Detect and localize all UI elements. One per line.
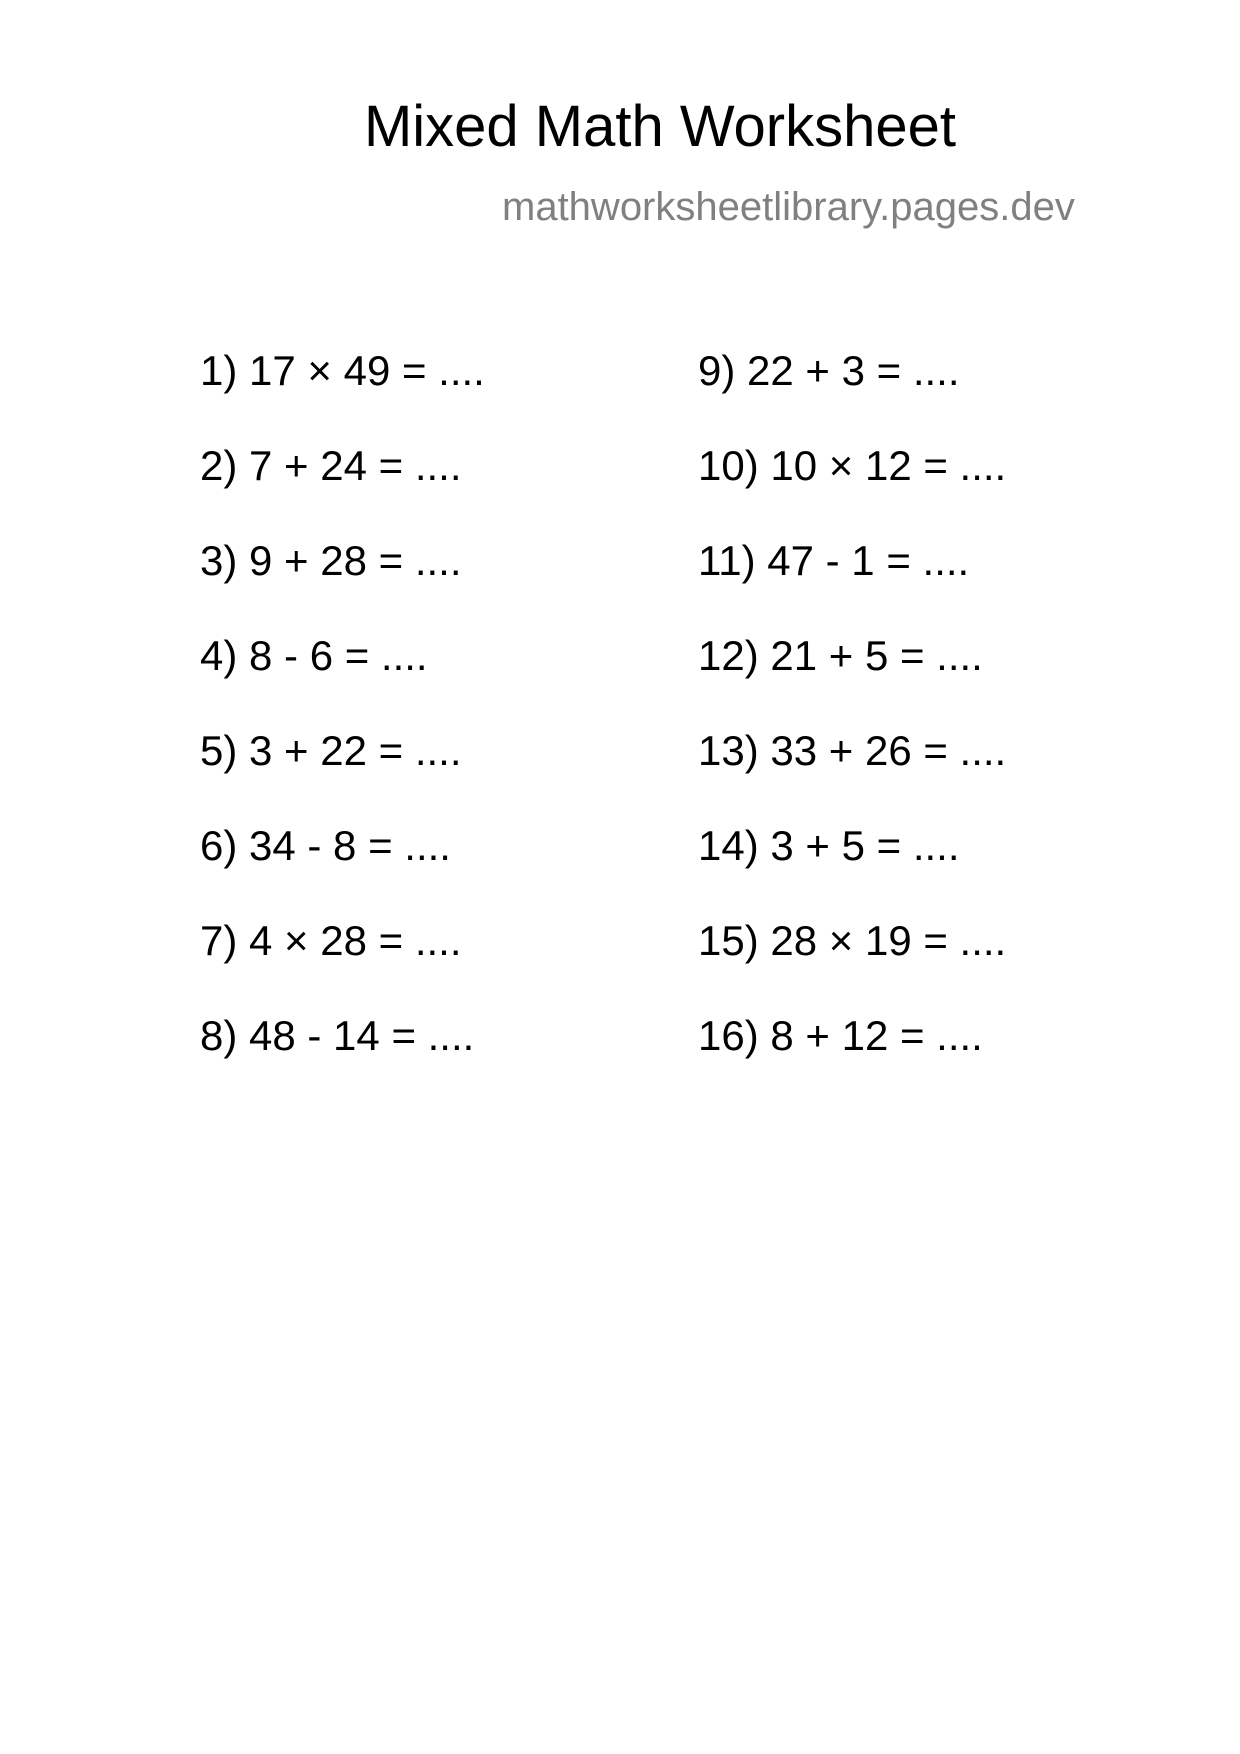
problem-8: 8) 48 - 14 = ....	[200, 1012, 475, 1059]
problem-12: 12) 21 + 5 = ....	[698, 632, 983, 679]
problem-column-left	[200, 347, 485, 1110]
problem-5: 5) 3 + 22 = ....	[200, 727, 462, 774]
source-url: mathworksheetlibrary.pages.dev	[502, 185, 1075, 229]
problem-6: 6) 34 - 8 = ....	[200, 822, 451, 869]
problem-1: 1) 17 × 49 = ....	[200, 347, 485, 394]
problem-16: 16) 8 + 12 = ....	[698, 1012, 983, 1059]
problem-9: 9) 22 + 3 = ....	[698, 347, 960, 394]
problem-15: 15) 28 × 19 = ....	[698, 917, 1007, 964]
problem-3: 3) 9 + 28 = ....	[200, 537, 462, 584]
problem-4: 4) 8 - 6 = ....	[200, 632, 428, 679]
problem-column-right	[698, 347, 1007, 1110]
problem-2: 2) 7 + 24 = ....	[200, 442, 462, 489]
problem-11: 11) 47 - 1 = ....	[698, 537, 970, 584]
problem-14: 14) 3 + 5 = ....	[698, 822, 960, 869]
page-title: Mixed Math Worksheet	[363, 94, 957, 159]
problem-13: 13) 33 + 26 = ....	[698, 727, 1007, 774]
problem-7: 7) 4 × 28 = ....	[200, 917, 462, 964]
problem-10: 10) 10 × 12 = ....	[698, 442, 1007, 489]
